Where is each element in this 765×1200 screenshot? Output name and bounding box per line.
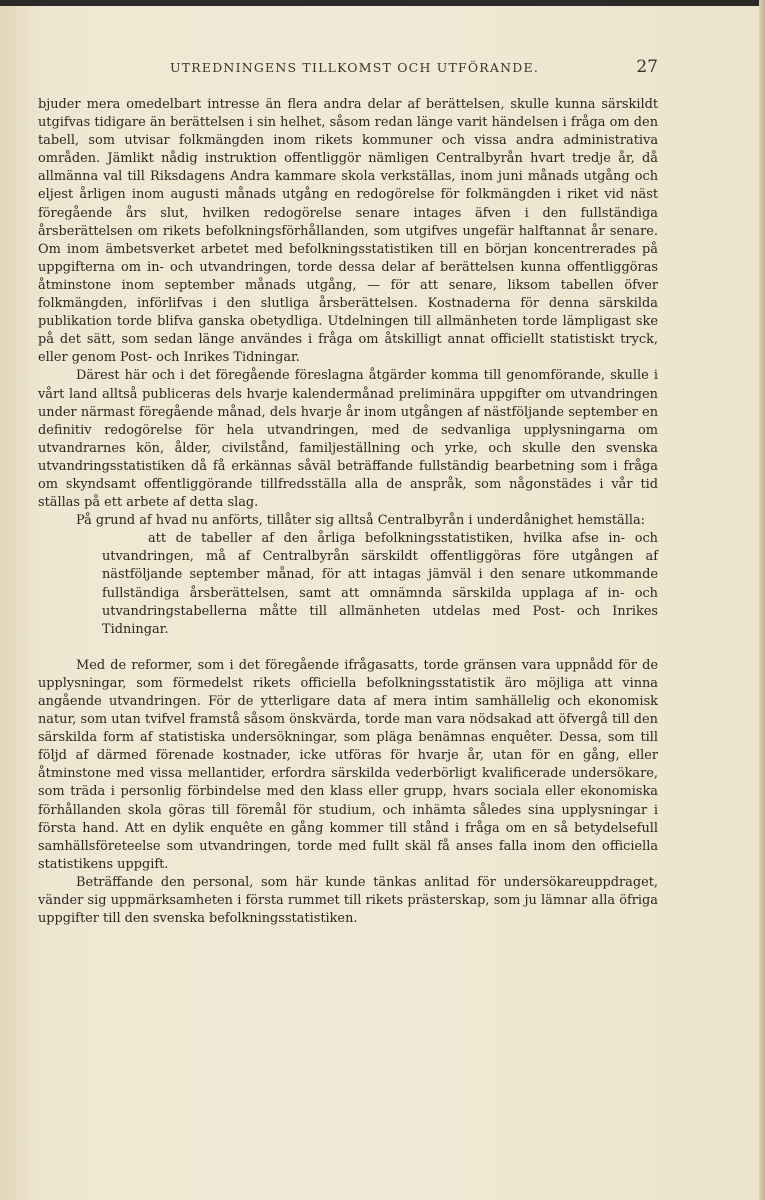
proposal-quote xyxy=(38,530,658,639)
proposal-text: att de tabeller af den årliga befolkningsstatistiken, hvilka afse in- och utvandringen, må af Centralbyrån särskildt offentliggöras före utgången af nästföljande september månad, för att intagas jämväl i den senare utkommande fullständiga årsberättelsen, samt att omnämnda särskilda upplaga af in- och utvandringstabellerna måtte till allmänheten utdelas med Post- och Inrikes Tidningar. xyxy=(102,531,658,637)
running-head: UTREDNINGENS TILLKOMST OCH UTFÖRANDE. xyxy=(170,60,540,75)
body-text xyxy=(38,96,658,928)
page-header xyxy=(110,57,658,82)
paragraph-1: bjuder mera omedelbart intresse än flera andra delar af berättelsen, skulle kunna särskildt utgifvas tidigare än berättelsen i sin helhet, såsom redan länge varit händelsen i fråga om den tabell, som utvisar folkmängden inom rikets kommuner och vissa andra administrativa områden. Jämlikt nådig instruktion offentliggör nämligen Centralbyrån hvart tredje år, då allmänna val till Riksdagens Andra kammare skola verkställas, inom juni månads utgång och eljest årligen inom augusti månads utgång en redogörelse för folkmängden i riket vid näst föregående års slut, hvilken redogörelse senare intages äfven i den fullständiga årsberättelsen om rikets befolkningsförhållanden, som utgifves ungefär halftannat år senare. Om inom ämbetsverket arbetet med befolkningsstatistiken till en början koncentrerades på uppgifterna om in- och utvandringen, torde dessa delar af berättelsen kunna offentliggöras åtminstone inom september månads utgång, — för att senare, liksom tabellen öfver folkmängden, införlifvas i den slutliga årsberättelsen. Kostnaderna för denna särskilda publikation torde blifva ganska obetydliga. Utdelningen till allmänheten torde lämpligast ske på det sätt, som sedan länge användes i fråga om åtskilligt annat officiellt statistiskt tryck, eller genom Post- och Inrikes Tidningar. xyxy=(38,97,658,366)
paragraph-5: Beträffande den personal, som här kunde tänkas anlitad för undersökareuppdraget, vänder sig uppmärksamheten i första rummet till rikets prästerskap, som ju lämnar alla öfriga uppgifter till den svenska befolkningsstatistiken. xyxy=(38,874,658,927)
paragraph-3: På grund af hvad nu anförts, tillåter sig alltså Centralbyrån i underdånighet hemställa: xyxy=(76,513,646,529)
page-right-edge xyxy=(759,0,765,1200)
page-number: 27 xyxy=(636,57,658,77)
page-top-edge xyxy=(0,0,765,6)
section-gap xyxy=(38,639,658,657)
paragraph-4: Med de reformer, som i det föregående ifrågasatts, torde gränsen vara uppnådd för de upplysningar, som förmedelst rikets officiella befolkningsstatistik äro möjliga att vinna angående utvandringen. För de ytterligare data af mera intim samhällelig och ekonomisk natur, som utan tvifvel framstå såsom önskvärda, torde man vara nödsakad att öfvergå till den särskilda form af statistiska undersökningar, som pläga benämnas enquêter. Dessa, som till följd af därmed förenade kostnader, icke utföras för hvarje år, utan för en gång, eller åtminstone med vissa mellantider, erfordra särskilda vederbörligt kvalificerade undersökare, som träda i personlig förbindelse med den klass eller grupp, hvars sociala eller ekonomiska förhållanden skola göras till föremål för studium, och inhämta således sina upplysningar i första hand. Att en dylik enquête en gång kommer till stånd i fråga om en så betydelsefull samhällsföreteelse som utvandringen, torde med fullt skäl få anses falla inom den officiella statistikens uppgift. xyxy=(38,657,658,872)
paragraph-2: Därest här och i det föregående föreslagna åtgärder komma till genomförande, skulle i vårt land alltså publiceras dels hvarje kalendermånad preliminära uppgifter om utvandringen under närmast föregående månad, dels hvarje år inom utgången af nästföljande september en definitiv redogörelse för hela utvandringen, med de sedvanliga upplysningarna om utvandrarnes kön, ålder, civilstånd, familjeställning och yrke, och skulle den svenska utvandringsstatistiken då få erkännas såväl beträffande fullständig bearbetning som i fråga om skyndsamt offentliggörande tillfredsställa alla de anspråk, som någonstädes i vår tid ställas på ett arbete af detta slag. xyxy=(38,368,658,511)
